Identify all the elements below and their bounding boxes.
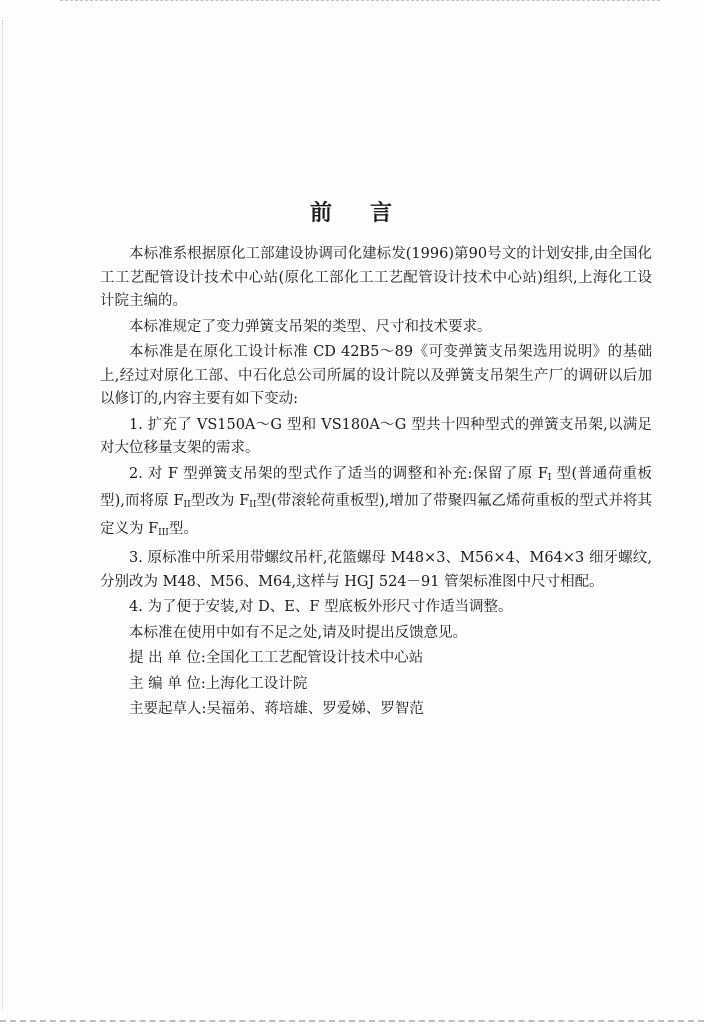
paragraph-scope: 本标准规定了变力弹簧支吊架的类型、尺寸和技术要求。 — [129, 318, 492, 335]
paragraph-revision-basis: 本标准是在原化工设计标准 CD 42B5～89《可变弹簧支吊架选用说明》的基础上,经过对原化工部、中石化总公司所属的设计院以及弹簧支吊架生产厂的调研以后加以修订的,内容主要有如下变动: — [100, 344, 652, 407]
paragraph-feedback: 本标准在使用中如有不足之处,请及时提出反馈意见。 — [129, 624, 468, 641]
change-item-2: 2. 对 F 型弹簧支吊架的型式作了适当的调整和补充:保留了原 $F_I$ 型(普通荷重板型),而将原 $F_{II}$型改为 $F_{II}$型(带滚轮荷重板型),增加了带聚四氟乙烯荷重板的型式并将其定义为 $F_{III}$型。 — [100, 465, 653, 538]
scan-edge-bottom — [0, 1017, 704, 1022]
change-item-1: 1. 扩充了 VS150A～G 型和 VS180A～G 型共十四种型式的弹簧支吊架,以满足对大位移量支架的需求。 — [100, 416, 652, 456]
paragraph-origin: 本标准系根据原化工部建设协调司化建标发(1996)第90号文的计划安排,由全国化工工艺配管设计技术中心站(原化工部化工工艺配管设计技术中心站)组织,上海化工设计院主编的。 — [100, 246, 652, 309]
scan-edge-left — [2, 20, 6, 1010]
scan-edge-top — [60, 0, 660, 4]
editor-line: 主 编 单 位:上海化工设计院 — [129, 675, 308, 692]
page-title: 前 言 — [309, 201, 395, 226]
change-item-4: 4. 为了便于安装,对 D、E、F 型底板外形尺寸作适当调整。 — [129, 599, 513, 615]
change-item-3: 3. 原标准中所采用带螺纹吊杆,花篮螺母 M48×3、M56×4、M64×3 细牙螺纹,分别改为 M48、M56、M64,这样与 HGJ 524－91 管架标准图中尺寸相配。 — [100, 550, 652, 590]
preface-body — [100, 243, 652, 722]
drafters-line: 主要起草人:吴福弟、蒋培雄、罗爱娣、罗智范 — [129, 701, 424, 717]
proposer-line: 提 出 单 位:全国化工工艺配管设计技术中心站 — [129, 650, 424, 666]
